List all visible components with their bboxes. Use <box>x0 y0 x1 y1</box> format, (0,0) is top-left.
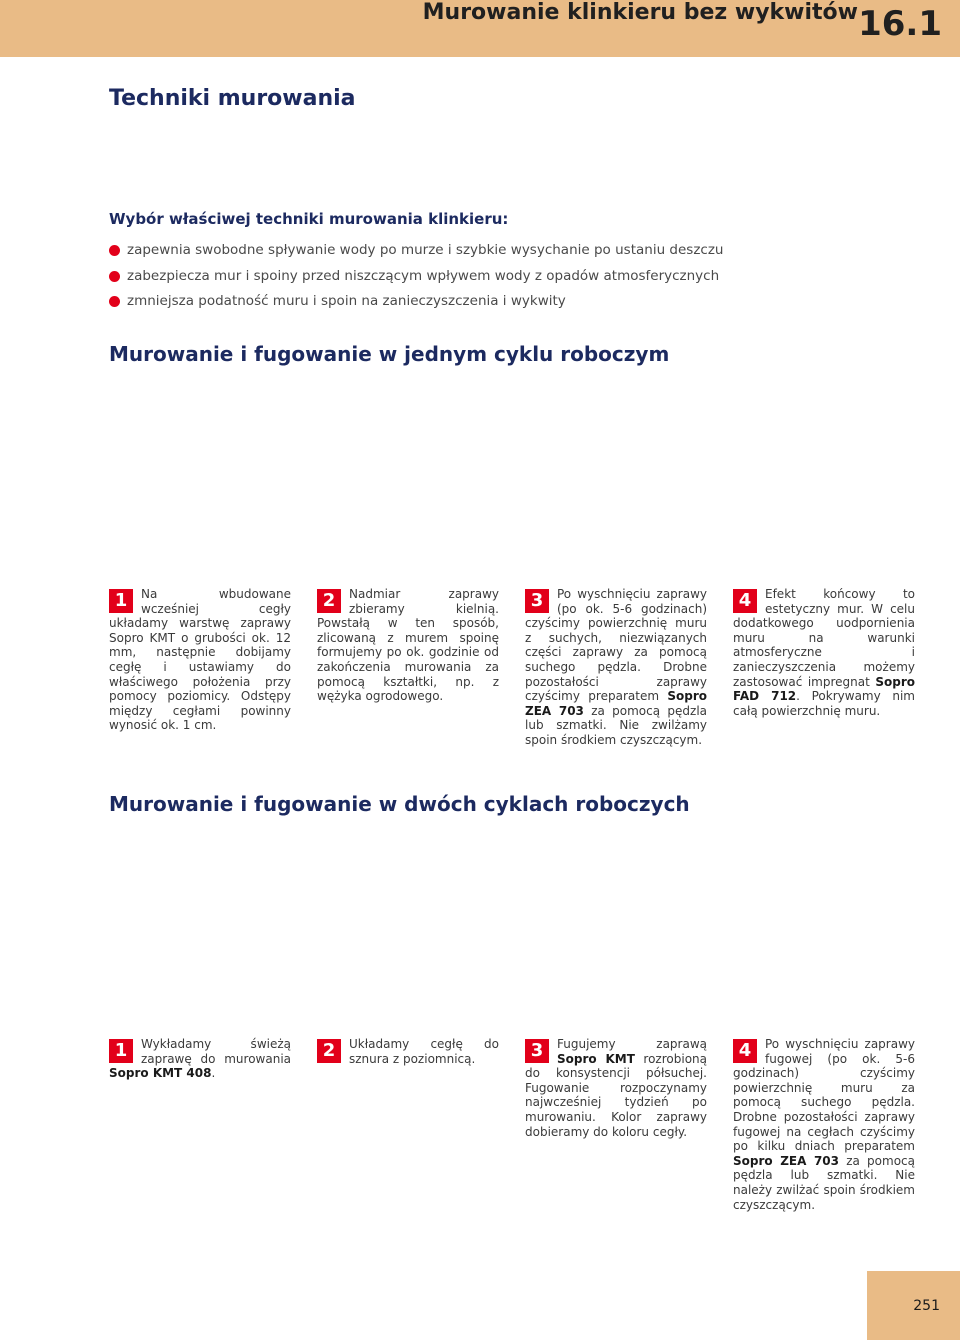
bullet-text: zapewnia swobodne spływanie wody po murze i szybkie wysychanie po ustaniu deszczu <box>127 242 724 258</box>
section2-step-4 <box>733 1037 915 1212</box>
step-text: Układamy cegłę do sznura z poziomnicą. <box>349 1037 499 1066</box>
section1-step-1 <box>109 587 291 733</box>
step-text: Na wbudowane wcześniej cegły układamy warstwę zaprawy Sopro KMT o grubości ok. 12 mm, następnie dobijamy cegłę i ustawiamy do właściwego położenia przy pomocy poziomicy. Odstępy między cegłami powinny wynosić ok. 1 cm. <box>109 587 291 733</box>
step-text: Nadmiar zaprawy zbieramy kielnią. Powstałą w ten sposób, zlicowaną z murem spoinę formujemy po ok. godzinie od zakończenia murowania za pomocą kształtki, np. z wężyka ogrodowego. <box>317 587 499 704</box>
step-product: Sopro ZEA 703 <box>733 1153 839 1168</box>
step-text-end: . Pokrywamy nim całą powierzchnię muru. <box>733 689 915 718</box>
step-number-badge: 3 <box>525 1039 549 1063</box>
bullet-text: zmniejsza podatność muru i spoin na zanieczyszczenia i wykwity <box>127 293 566 309</box>
step-product: Sopro ZEA 703 <box>525 689 707 718</box>
page-number-box <box>867 1271 960 1340</box>
bullet-text: zabezpiecza mur i spoiny przed niszczącym wpływem wody z opadów atmosferycznych <box>127 267 720 284</box>
section2-step-3 <box>525 1037 707 1139</box>
step-text: Po wyschnięciu zaprawy (po ok. 5-6 godzinach) czyścimy powierzchnię muru z suchych, niezwiązanych części zaprawy za pomocą suchego pędzla. Drobne pozostałości zaprawy czyścimy preparatem <box>525 587 707 704</box>
header-bar <box>0 0 960 57</box>
section2-title: Murowanie i fugowanie w dwóch cyklach roboczych <box>109 792 690 816</box>
section-number: 16.1 <box>858 4 942 44</box>
step-text-end: za pomocą pędzla lub szmatki. Nie zwilżamy spoin środkiem czyszczącym. <box>525 703 707 747</box>
step-number-badge: 2 <box>317 1039 341 1063</box>
step-number-badge: 1 <box>109 589 133 613</box>
step-number-badge: 3 <box>525 589 549 613</box>
step-number-badge: 2 <box>317 589 341 613</box>
bullet-dot-icon <box>109 296 120 307</box>
bullet-item <box>109 264 723 290</box>
step-text: Po wyschnięciu zaprawy fugowej (po ok. 5-6 godzinach) czyścimy powierzchnię muru za pomocą suchego pędzla. Drobne pozostałości zaprawy fugowej na cegłach czyścimy po kilku dniach preparatem <box>733 1037 915 1154</box>
step-text-end: za pomocą pędzla lub szmatki. Nie należy zwilżać spoin środkiem czyszczącym. <box>733 1153 915 1212</box>
step-text-end: . <box>211 1066 216 1081</box>
section2-step-2 <box>317 1037 499 1066</box>
step-product: Sopro FAD 712 <box>733 674 915 704</box>
section2-step-1 <box>109 1037 291 1081</box>
step-text: Fugujemy zaprawą <box>557 1037 707 1051</box>
step-text-end: rozrobioną do konsystencji półsuchej. Fugowanie rozpoczynamy najwcześniej tydzień po murowaniu. Kolor zaprawy dobieramy do koloru cegły. <box>525 1051 707 1139</box>
step-number-badge: 1 <box>109 1039 133 1063</box>
page-number: 251 <box>913 1298 940 1314</box>
intro-title: Wybór właściwej techniki murowania klinkieru: <box>109 210 509 228</box>
step-number-badge: 4 <box>733 589 757 613</box>
section1-step-3 <box>525 587 707 748</box>
bullet-item <box>109 238 723 264</box>
step-text: Efekt końcowy to estetyczny mur. W celu dodatkowego uodpornienia muru na warunki atmosferyczne i zanieczyszczenia możemy zastosować impregnat <box>733 587 915 689</box>
step-number-badge: 4 <box>733 1039 757 1063</box>
section1-title: Murowanie i fugowanie w jednym cyklu roboczym <box>109 342 670 366</box>
section1-step-4 <box>733 587 915 718</box>
bullet-dot-icon <box>109 245 120 256</box>
page-title: Techniki murowania <box>109 86 356 111</box>
intro-bullet-list <box>109 238 723 315</box>
header-title: Murowanie klinkieru bez wykwitów <box>422 0 858 25</box>
section1-step-2 <box>317 587 499 704</box>
bullet-dot-icon <box>109 271 120 282</box>
step-text: Wykładamy świeżą zaprawę do murowania <box>141 1037 291 1066</box>
step-product: Sopro KMT <box>557 1051 635 1066</box>
step-product: Sopro KMT 408 <box>109 1066 212 1081</box>
bullet-item <box>109 289 723 315</box>
